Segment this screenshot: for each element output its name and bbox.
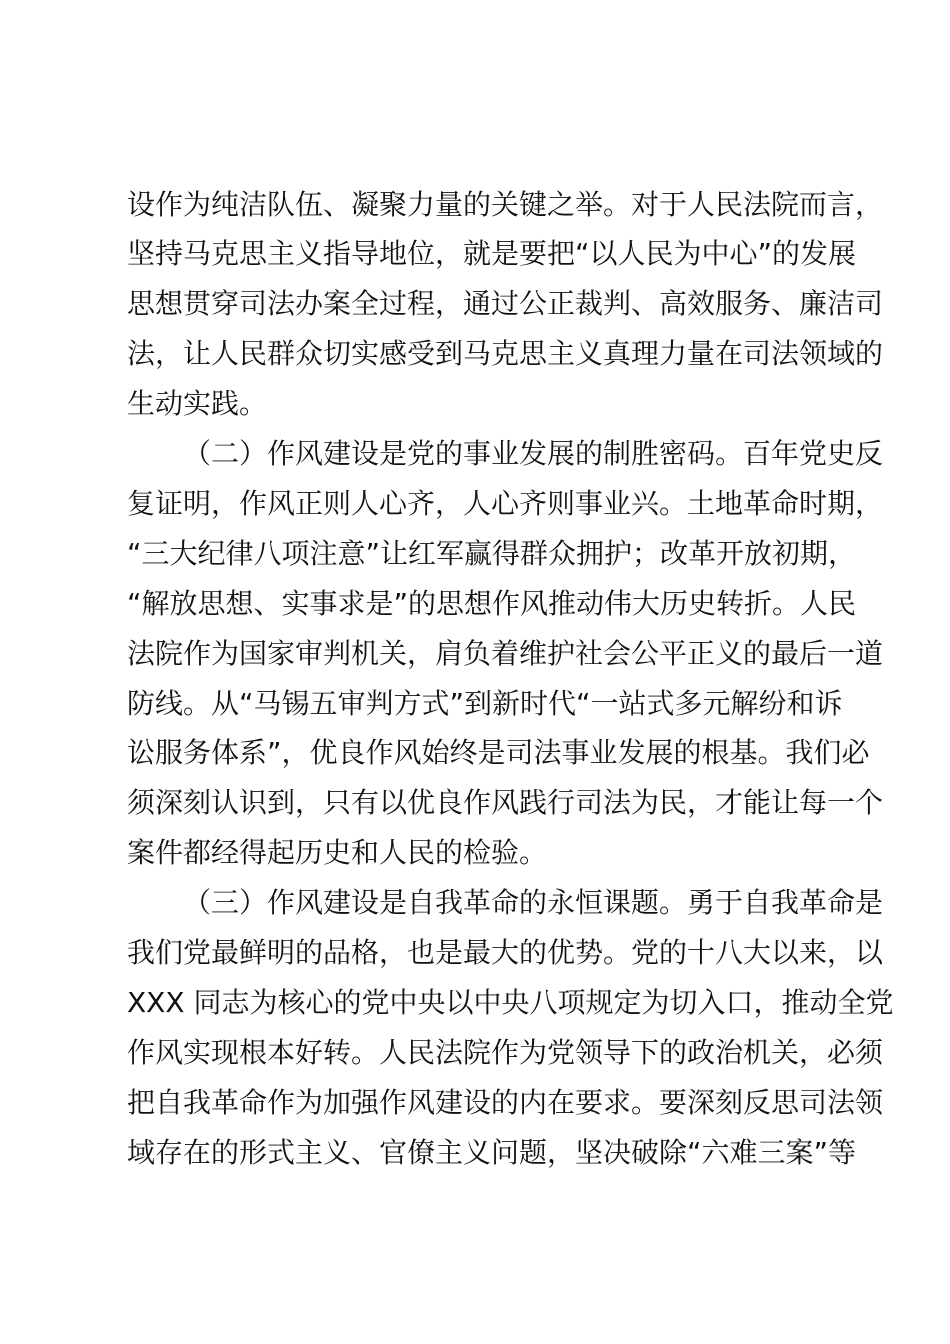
body-text-line: XXX 同志为核心的党中央以中央八项规定为切入口，推动全党 bbox=[127, 986, 894, 1019]
body-text-line: “解放思想、实事求是”的思想作风推动伟大历史转折。人民 bbox=[127, 587, 857, 620]
body-text-line: 防线。从“马锡五审判方式”到新时代“一站式多元解纷和诉 bbox=[127, 687, 843, 720]
body-text-line: 作风实现根本好转。人民法院作为党领导下的政治机关，必须 bbox=[127, 1036, 884, 1069]
body-text-line: 域存在的形式主义、官僚主义问题，坚决破除“六难三案”等 bbox=[127, 1136, 857, 1169]
body-text-line: 把自我革命作为加强作风建设的内在要求。要深刻反思司法领 bbox=[127, 1086, 884, 1119]
section-heading-line: （三）作风建设是自我革命的永恒课题。勇于自我革命是 bbox=[183, 886, 884, 919]
body-text-line: 复证明，作风正则人心齐，人心齐则事业兴。土地革命时期， bbox=[127, 487, 884, 520]
body-text-line: 我们党最鲜明的品格，也是最大的优势。党的十八大以来，以 bbox=[127, 936, 884, 969]
body-text-line: 设作为纯洁队伍、凝聚力量的关键之举。对于人民法院而言， bbox=[127, 188, 884, 221]
body-text-line: 思想贯穿司法办案全过程，通过公正裁判、高效服务、廉洁司 bbox=[127, 287, 884, 320]
body-text-line: 案件都经得起历史和人民的检验。 bbox=[127, 836, 548, 869]
body-text-line: “三大纪律八项注意”让红军赢得群众拥护；改革开放初期， bbox=[127, 537, 857, 570]
body-text-line: 生动实践。 bbox=[127, 387, 268, 420]
body-text-line: 法院作为国家审判机关，肩负着维护社会公平正义的最后一道 bbox=[127, 637, 884, 670]
body-text-line: 坚持马克思主义指导地位，就是要把“以人民为中心”的发展 bbox=[127, 237, 857, 270]
body-text-line: 讼服务体系”，优良作风始终是司法事业发展的根基。我们必 bbox=[127, 736, 870, 769]
body-text-line: 法，让人民群众切实感受到马克思主义真理力量在司法领域的 bbox=[127, 337, 884, 370]
section-heading-line: （二）作风建设是党的事业发展的制胜密码。百年党史反 bbox=[183, 437, 884, 470]
body-text-line: 须深刻认识到，只有以优良作风践行司法为民，才能让每一个 bbox=[127, 786, 884, 819]
